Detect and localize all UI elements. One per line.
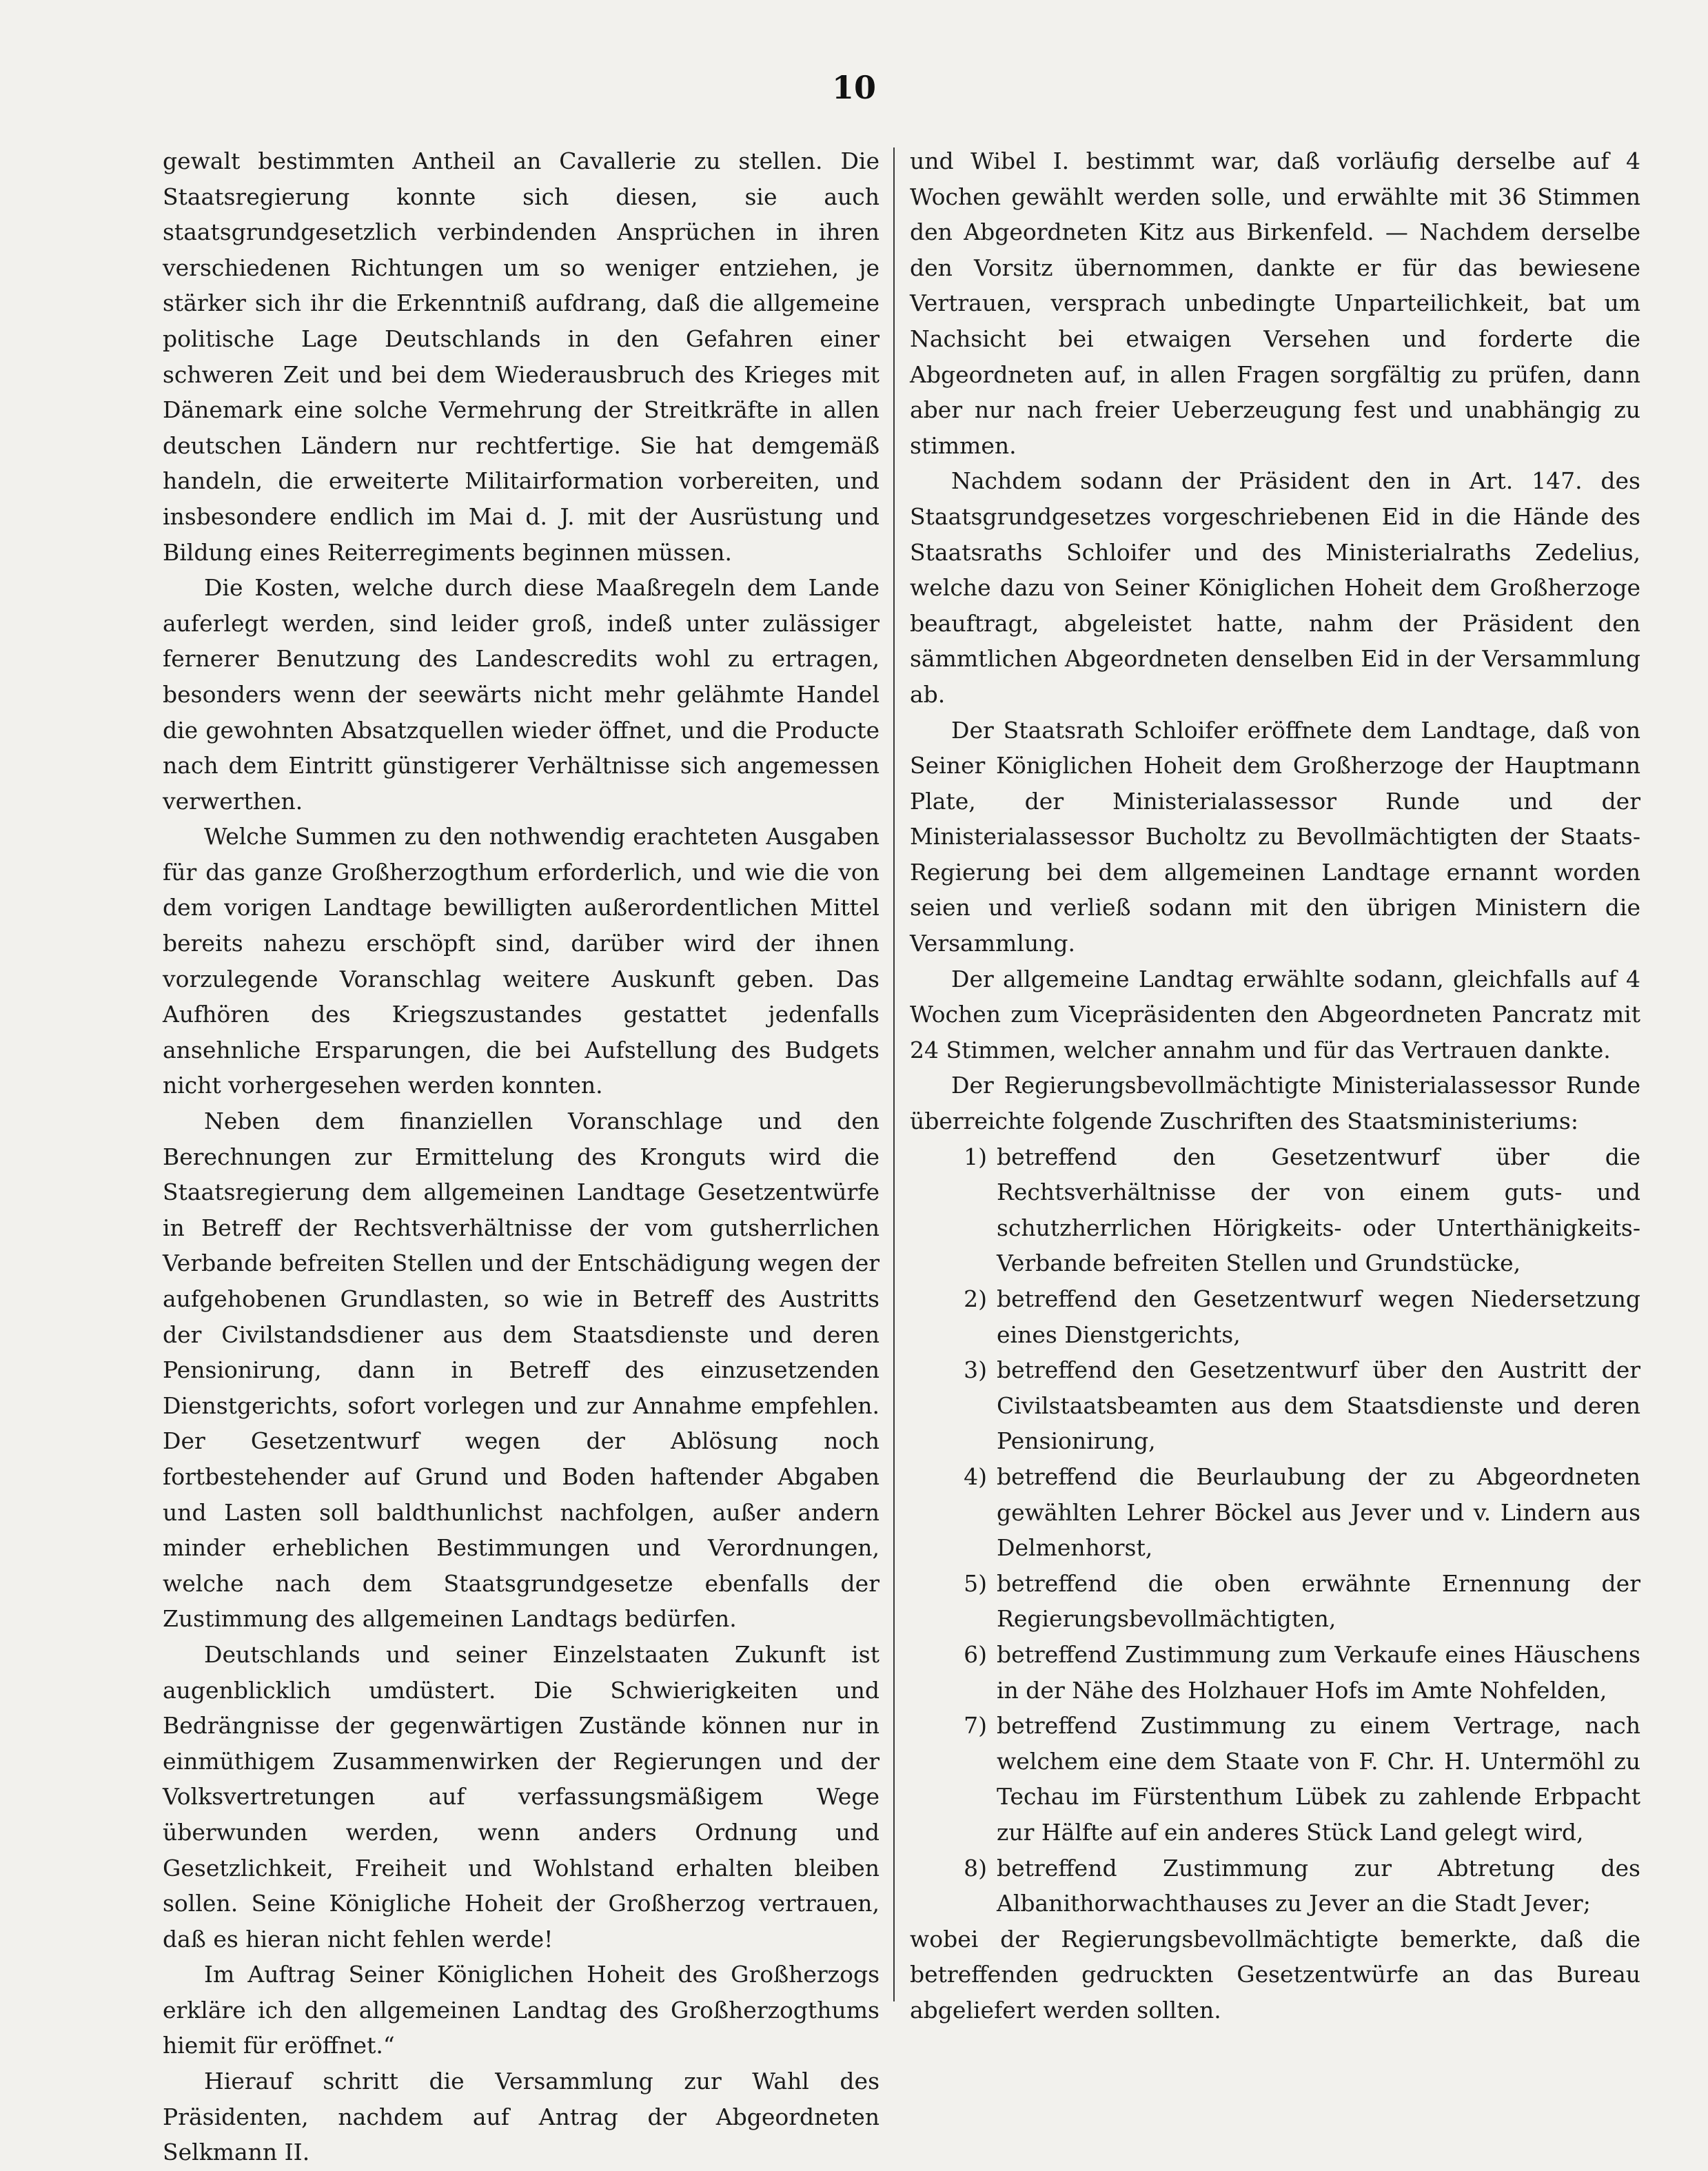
list-item [937, 1281, 1640, 1352]
paragraph: und Wibel I. bestimmt war, daß vorläufig derselbe auf 4 Wochen gewählt werden solle, und erwählte mit 36 Stimmen den Abgeordneten Kitz aus Birkenfeld. — Nachdem derselbe den Vorsitz übernommen, dankte er für das bewiesene Vertrauen, versprach unbedingte Unparteilichkeit, bat um Nachsicht bei etwaigen Versehen und forderte die Abgeordneten auf, in allen Fragen sorgfältig zu prüfen, dann aber nur nach freier Ueberzeugung fest und unabhängig zu stimmen. [910, 147, 1640, 459]
document-list [910, 1139, 1640, 1922]
list-text: betreffend Zustimmung zu einem Vertrage, nach welchem eine dem Staate von F. Chr. H. Untermöhl zu Techau im Fürstenthum Lübek zu zahlende Erbpacht zur Hälfte auf ein anderes Stück Land gelegt wird, [997, 1712, 1640, 1846]
paragraph: Hierauf schritt die Versammlung zur Wahl des Präsidenten, nachdem auf Antrag der Abgeordneten Selkmann II. [163, 2068, 880, 2166]
list-item [937, 1566, 1640, 1637]
paragraph: Im Auftrag Seiner Königlichen Hoheit des Großherzogs erkläre ich den allgemeinen Landtag des Großherzogthums hiemit für eröffnet.“ [163, 1961, 880, 2059]
list-number: 4) [964, 1462, 987, 1490]
page-number: 10 [831, 69, 876, 106]
right-column [910, 143, 1640, 2028]
list-number: 7) [964, 1712, 987, 1740]
list-item [937, 1851, 1640, 1922]
list-item [937, 1708, 1640, 1850]
paragraph: Nachdem sodann der Präsident den in Art. 147. des Staatsgrundgesetzes vorgeschriebenen Eid in die Hände des Staatsraths Schloifer und des Ministerialraths Zedelius, welche dazu von Seiner Königlichen Hoheit dem Großherzoge beauftragt, abgeleistet hatte, nahm der Präsident den sämmtlichen Abgeordneten denselben Eid in der Versammlung ab. [910, 467, 1640, 708]
paragraph: gewalt bestimmten Antheil an Cavallerie zu stellen. Die Staatsregierung konnte sich diesen, sie auch staatsgrundgesetzlich verbindenden Ansprüchen in ihren verschiedenen Richtungen um so weniger entziehen, je stärker sich ihr die Erkenntniß aufdrang, daß die allgemeine politische Lage Deutschlands in den Gefahren einer schweren Zeit und bei dem Wiederausbruch des Krieges mit Dänemark eine solche Vermehrung der Streitkräfte in allen deutschen Ländern nur rechtfertige. Sie hat demgemäß handeln, die erweiterte Militairformation vorbereiten, und insbesondere endlich im Mai d. J. mit der Ausrüstung und Bildung eines Reiterregiments beginnen müssen. [163, 147, 880, 566]
column-divider [893, 147, 895, 2001]
paragraph: Der Staatsrath Schloifer eröffnete dem Landtage, daß von Seiner Königlichen Hoheit dem Großherzoge der Hauptmann Plate, der Ministerialassessor Runde und der Ministerialassessor Bucholtz zu Bevollmächtigten der Staats-Regierung bei dem allgemeinen Landtage ernannt worden seien und verließ sodann mit den übrigen Ministern die Versammlung. [910, 716, 1640, 957]
list-text: betreffend den Gesetzentwurf wegen Niedersetzung eines Dienstgerichts, [997, 1285, 1640, 1348]
list-text: betreffend den Gesetzentwurf über die Rechtsverhältnisse der von einem guts- und schutzherrlichen Hörigkeits- oder Unterthänigkeits-Verbande befreiten Stellen und Grundstücke, [997, 1143, 1640, 1277]
list-item [937, 1352, 1640, 1459]
paragraph: Der Regierungsbevollmächtigte Ministerialassessor Runde überreichte folgende Zuschriften des Staatsministeriums: [910, 1072, 1640, 1135]
paragraph: Neben dem finanziellen Voranschlage und den Berechnungen zur Ermittelung des Kronguts wird die Staatsregierung dem allgemeinen Landtage Gesetzentwürfe in Betreff der Rechtsverhältnisse der vom gutsherrlichen Verbande befreiten Stellen und der Entschädigung wegen der aufgehobenen Grundlasten, so wie in Betreff des Austritts der Civilstandsdiener aus dem Staatsdienste und deren Pensionirung, dann in Betreff des einzusetzenden Dienstgerichts, sofort vorlegen und zur Annahme empfehlen. Der Gesetzentwurf wegen der Ablösung noch fortbestehender auf Grund und Boden haftender Abgaben und Lasten soll baldthunlichst nachfolgen, außer andern minder erheblichen Bestimmungen und Verordnungen, welche nach dem Staatsgrundgesetze ebenfalls der Zustimmung des allgemeinen Landtags bedürfen. [163, 1108, 880, 1633]
paragraph: wobei der Regierungsbevollmächtigte bemerkte, daß die betreffenden gedruckten Gesetzentwürfe an das Bureau abgeliefert werden sollten. [910, 1925, 1640, 2024]
paragraph: Deutschlands und seiner Einzelstaaten Zukunft ist augenblicklich umdüstert. Die Schwierigkeiten und Bedrängnisse der gegenwärtigen Zustände können nur in einmüthigem Zusammenwirken der Regierungen und der Volksvertretungen auf verfassungsmäßigem Wege überwunden werden, wenn anders Ordnung und Gesetzlichkeit, Freiheit und Wohlstand erhalten bleiben sollen. Seine Königliche Hoheit der Großherzog vertrauen, daß es hieran nicht fehlen werde! [163, 1640, 880, 1953]
list-item [937, 1139, 1640, 1281]
list-text: betreffend die Beurlaubung der zu Abgeordneten gewählten Lehrer Böckel aus Jever und v. Lindern aus Delmenhorst, [997, 1462, 1640, 1562]
paragraph: Welche Summen zu den nothwendig erachteten Ausgaben für das ganze Großherzogthum erforderlich, und wie die von dem vorigen Landtage bewilligten außerordentlichen Mittel bereits nahezu erschöpft sind, darüber wird der ihnen vorzulegende Voranschlag weitere Auskunft geben. Das Aufhören des Kriegszustandes gestattet jedenfalls ansehnliche Ersparungen, die bei Aufstellung des Budgets nicht vorhergesehen werden konnten. [163, 823, 880, 1099]
list-text: betreffend den Gesetzentwurf über den Austritt der Civilstaatsbeamten aus dem Staatsdienste und deren Pensionirung, [997, 1356, 1640, 1455]
list-number: 5) [964, 1569, 987, 1597]
paragraph: Der allgemeine Landtag erwählte sodann, gleichfalls auf 4 Wochen zum Vicepräsidenten den Abgeordneten Pancratz mit 24 Stimmen, welcher annahm und für das Vertrauen dankte. [910, 965, 1640, 1063]
list-number: 2) [964, 1285, 987, 1312]
list-number: 6) [964, 1640, 987, 1668]
list-item [937, 1459, 1640, 1566]
list-number: 8) [964, 1854, 987, 1882]
list-item [937, 1637, 1640, 1708]
left-column [163, 143, 880, 2170]
list-number: 3) [964, 1356, 987, 1384]
paragraph: Die Kosten, welche durch diese Maaßregeln dem Lande auferlegt werden, sind leider groß, indeß unter zulässiger fernerer Benutzung des Landescredits wohl zu ertragen, besonders wenn der seewärts nicht mehr gelähmte Handel die gewohnten Absatzquellen wieder öffnet, und die Producte nach dem Eintritt günstigerer Verhältnisse sich angemessen verwerthen. [163, 574, 880, 815]
list-text: betreffend die oben erwähnte Ernennung der Regierungsbevollmächtigten, [997, 1569, 1640, 1633]
list-text: betreffend Zustimmung zur Abtretung des Albanithorwachthauses zu Jever an die Stadt Jever; [997, 1854, 1640, 1917]
list-number: 1) [964, 1143, 987, 1170]
list-text: betreffend Zustimmung zum Verkaufe eines Häuschens in der Nähe des Holzhauer Hofs im Amte Nohfelden, [997, 1640, 1640, 1704]
